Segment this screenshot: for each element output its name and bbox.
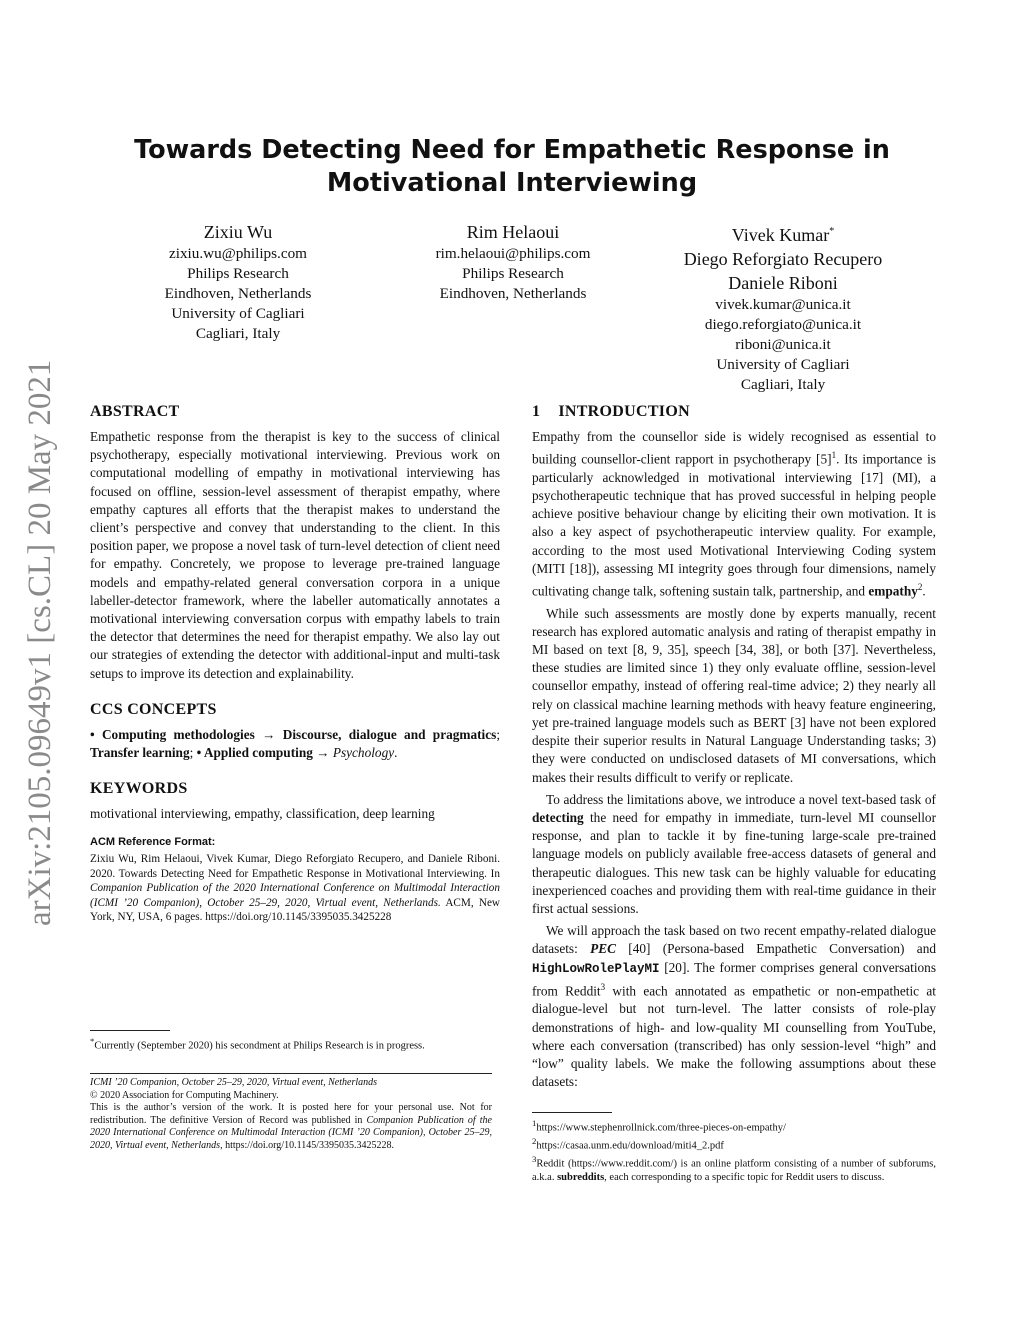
author-name: Rim Helaoui [466,222,560,242]
author-location: Eindhoven, Netherlands [164,285,312,302]
intro-paragraph-1: Empathy from the counsellor side is widely recognised as essential to building counsellor-client rapport in psychotherapy $[5]^1$. Its importance is particularly acknowledged in motivational interviewing [17] (MI), a psychotherapeutic technique that has proved successful in helping people achieve positive behaviour change by eliciting their own motivation. It is also a key aspect of psychotherapeutic interview quality. For example, according to the most used Motivational Interviewing Coding system (MITI [18]), assessing MI integrity goes through four dimensions, namely cultivating change talk, softening sustain talk, partnership, and empathy$^2$. [532,429,936,599]
author-email: vivek.kumar@unica.it [715,296,851,313]
acm-ref-text: Zixiu Wu, Rim Helaoui, Vivek Kumar, Diego Reforgiato Recupero, and Daniele Riboni. 2020. Towards Detecting Need for Empathetic Response in Motivational Interviewing. In Companion Publication of the 2020 International Conference on Multimodal Interaction (ICMI ’20 Companion), October 25–29, 2020, Virtual event, Netherlands. ACM, New York, NY, USA, 6 pages. https://doi.org/10.1145/3395035.3425228 [90,853,500,924]
author-name: Zixiu Wu [203,222,273,242]
paper-title [100,134,924,200]
author-block-3 [658,220,908,395]
footnote-2: $^2$https://casaa.unm.edu/download/miti4_2.pdf [532,1136,724,1152]
author-footnote-mark: * [829,226,835,237]
keywords-text: motivational interviewing, empathy, classification, deep learning [90,806,435,822]
right-column [532,401,936,1091]
author-name: Vivek Kumar* [731,225,835,245]
copyright-rule [90,1073,492,1074]
title-line-2: Motivational Interviewing [326,168,698,198]
ccs-concepts: • Computing methodologies → Discourse, dialogue and pragmatics; Transfer learning; • Applied computing → Psychology. [90,726,501,761]
author-block-2 [403,220,623,304]
intro-paragraph-3: To address the limitations above, we introduce a novel text-based task of detecting the need for empathy in immediate, turn-level MI counsellor response, and plan to tackle it by fine-tuning large-scale pre-trained language models on publicly available free-access datasets of general and therapeutic dialogues. This new task can be highly valuable for educating inexperienced coaches and providing them with real-time guidance in their first actual sessions. [532,791,936,916]
footnote-1: $^1$https://www.stephenrollnick.com/three-pieces-on-empathy/ [532,1118,786,1134]
copyright-venue: ICMI ’20 Companion, October 25–29, 2020, Virtual event, Netherlands [90,1077,378,1088]
intro-paragraph-2: While such assessments are mostly done by experts manually, recent research has explored automatic analysis and rating of therapist empathy in MI based on text [8, 9, 35], speech [34, 38], or both [37]. Nevertheless, these studies are limited since 1) they only evaluate offline, session-level counsellor empathy, instead of offering real-time advice; 2) they nearly all rely on classical machine learning methods with heavy feature engineering, yet pre-trained language models such as BERT [3] have not been explored despite their superior results in Natural Language Understanding tasks; 3) they were conducted on undisclosed datasets of MI conversations, which makes their results difficult to verify or replicate. [532,605,936,785]
copyright-text: This is the author’s version of the work. It is posted here for your personal use. Not for redistribution. The definitive Version of Record was published in Companion Publication of the 2020 International Conference on Multimodal Interaction (ICMI ’20 Companion), October 25–29, 2020, Virtual event, Netherlands, https://doi.org/10.1145/3395035.3425228. [90,1102,492,1151]
author-block-1 [128,220,348,344]
copyright-notice: © 2020 Association for Computing Machinery. [90,1089,279,1101]
author-email: riboni@unica.it [735,336,831,353]
author-location: Cagliari, Italy [195,325,281,342]
intro-heading: 1 INTRODUCTION [532,403,690,420]
arxiv-stamp: arXiv:2105.09649v1 [cs.CL] 20 May 2021 [22,359,58,926]
abstract-heading: ABSTRACT [90,403,180,420]
author-affiliation: University of Cagliari [171,305,305,322]
author-email: rim.helaoui@philips.com [435,245,591,262]
title-line-1: Towards Detecting Need for Empathetic Response in [134,135,890,165]
footnote-rule [90,1030,170,1031]
abstract-text: Empathetic response from the therapist is key to the success of clinical psychotherapy, especially motivational interviewing. Previous work on computational modelling of empathy in motivational interviewing has focused on offline, session-level assessment of therapist empathy, where empathy captures all efforts that the therapist makes to understand the client’s perspective and convey that understanding to the client. In this position paper, we propose a novel task of turn-level detection of client need for empathy. Concretely, we propose to leverage pre-trained language models and empathy-related general conversation corpora in a unique labeller-detector framework, where the labeller automatically annotates a motivational interviewing conversation corpus with empathy labels to train the detector that determines the need for therapist empathy. We also lay out our strategies of extending the detector with additional-input and multi-task setups to improve its detection and explainability. [90,429,500,681]
author-location: Cagliari, Italy [740,376,826,393]
author-affiliation: University of Cagliari [716,356,850,373]
author-email: diego.reforgiato@unica.it [704,316,862,333]
author-name: Daniele Riboni [728,273,838,293]
author-affiliation: Philips Research [462,265,564,282]
ccs-heading: CCS CONCEPTS [90,700,217,718]
footnote-rule [532,1112,612,1113]
left-column [90,401,500,924]
author-affiliation: Philips Research [187,265,289,282]
footnote-3: $^3$Reddit (https://www.reddit.com/) is an online platform consisting of a number of subforums, a.k.a. subreddits, each corresponding to a specific topic for Reddit users to discuss. [532,1154,936,1183]
footnotes-block [532,1117,936,1185]
acm-ref-heading: ACM Reference Format: [90,836,216,849]
author-footnote: *Currently (September 2020) his secondment at Philips Research is in progress. [90,1036,425,1052]
author-location: Eindhoven, Netherlands [439,285,587,302]
author-email: zixiu.wu@philips.com [168,245,307,262]
author-name: Diego Reforgiato Recupero [683,249,883,269]
intro-paragraph-4: We will approach the task based on two recent empathy-related dialogue datasets: PEC [40] (Persona-based Empathetic Conversation) and HighLowRolePlayMI [20]. The former comprises general conversations from Reddit$^3$ with each annotated as empathetic or non-empathetic at dialogue-level but not turn-level. The latter consists of role-play demonstrations of high- and low-quality MI counselling from YouTube, where each conversation (transcribed) has only session-level “high” and “low” quality labels. We make the following assumptions about these datasets: [532,923,936,1090]
copyright-block [90,1077,492,1153]
keywords-heading: KEYWORDS [90,780,188,798]
